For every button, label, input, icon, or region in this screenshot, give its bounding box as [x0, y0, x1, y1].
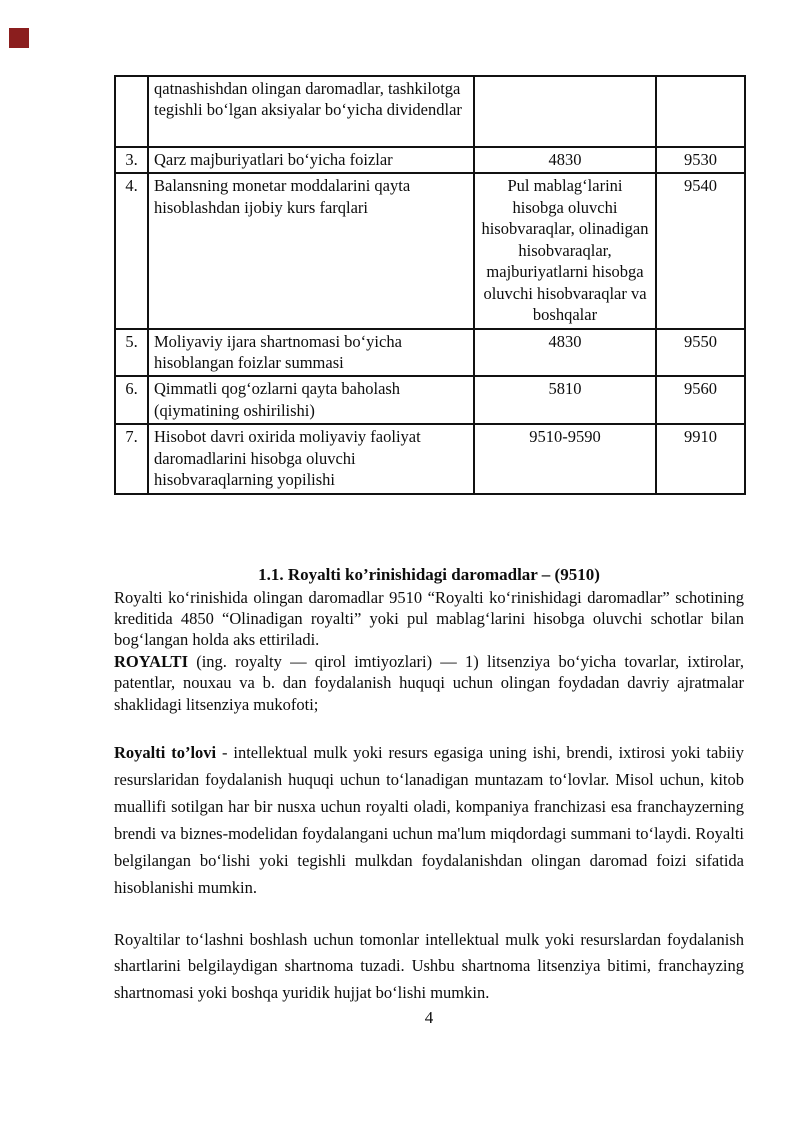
red-stamp-marker — [9, 28, 29, 48]
section-heading: 1.1. Royalti ko’rinishidagi daromadlar – (9510) — [258, 564, 600, 584]
cell-row-number: 5. — [115, 329, 148, 377]
table-row — [115, 329, 745, 377]
paragraph-body-text: (ing. royalty — qirol imtiyozlari) — 1) litsenziya bo‘yicha tovarlar, ixtirolar, patentlar, nouxau va b. dan foydalanish huquqi uchun olingan foydadan davriy ajratmalar shaklidagi litsenziya mukofoti; — [114, 651, 744, 714]
cell-description: Hisobot davri oxirida moliyaviy faoliyat daromadlarini hisobga oluvchi hisobvaraqlarning yopilishi — [148, 424, 474, 493]
cell-description: Balansning monetar moddalarini qayta hisoblashdan ijobiy kurs farqlari — [148, 173, 474, 328]
cell-account — [474, 76, 656, 147]
table-row — [115, 376, 745, 424]
cell-code: 9530 — [656, 147, 745, 173]
cell-description: Moliyaviy ijara shartnomasi bo‘yicha hisoblangan foizlar summasi — [148, 329, 474, 377]
cell-code: 9550 — [656, 329, 745, 377]
cell-row-number: 4. — [115, 173, 148, 328]
cell-description: qatnashishdan olingan daromadlar, tashkilotga tegishli bo‘lgan aksiyalar bo‘yicha dividendlar — [148, 76, 474, 147]
paragraph-lead-royalti: ROYALTI — [114, 651, 188, 671]
cell-row-number: 7. — [115, 424, 148, 493]
cell-code — [656, 76, 745, 147]
paragraph-royalti-shartnoma: Royaltilar to‘lashni boshlash uchun tomonlar intellektual mulk yoki resurslardan foydalanish shartlarini belgilaydigan shartnoma tuzadi. Ushbu shartnoma litsenziya bitimi, franchayzing shartnomasi yoki boshqa yuridik hujjat bo‘lishi mumkin. — [114, 929, 744, 1003]
cell-description: Qimmatli qog‘ozlarni qayta baholash (qiymatining oshirilishi) — [148, 376, 474, 424]
cell-account: 4830 — [474, 147, 656, 173]
table-row — [115, 76, 745, 147]
cell-account: 5810 — [474, 376, 656, 424]
cell-row-number — [115, 76, 148, 147]
cell-account: Pul mablag‘larini hisobga oluvchi hisobvaraqlar, olinadigan hisobvaraqlar, majburiyatlarni hisobga oluvchi hisobvaraqlar va boshqalar — [474, 173, 656, 328]
cell-code: 9560 — [656, 376, 745, 424]
cell-row-number: 6. — [115, 376, 148, 424]
paragraph-royalti-intro: Royalti ko‘rinishida olingan daromadlar 9510 “Royalti ko‘rinishidagi daromadlar” schotining kreditida 4850 “Olinadigan royalti” yoki pul mablag‘larini hisobga oluvchi schotlar bilan bog‘langan holda aks ettiriladi. — [114, 587, 744, 650]
paragraph-lead-royalti-tolovi: Royalti to’lovi — [114, 743, 217, 763]
page-content — [114, 75, 744, 1028]
table-row — [115, 424, 745, 493]
paragraph-body-text: - intellektual mulk yoki resurs egasiga uning ishi, brendi, ixtirosi yoki tabiiy resurslaridan foydalanish huquqi uchun to‘lanadigan muntazam to‘lovlar. Misol uchun, kitob muallifi sotilgan har bir nusxa uchun royalti oladi, kompaniya franchizasi esa franchayzerning brendi va biznes-modelidan foydalangani uchun ma'lum miqdordagi summani to‘laydi. Royalti belgilangan bo‘lishi yoki tegishli mulkdan foydalanishdan olingan daromad foizi sifatida hisoblanishi mumkin. — [114, 743, 744, 897]
table-row — [115, 147, 745, 173]
cell-row-number: 3. — [115, 147, 148, 173]
table-row — [115, 173, 745, 328]
paragraph-royalti-definition — [114, 651, 744, 715]
cell-description: Qarz majburiyatlari bo‘yicha foizlar — [148, 147, 474, 173]
cell-code: 9910 — [656, 424, 745, 493]
accounts-table — [114, 75, 746, 495]
cell-account: 9510-9590 — [474, 424, 656, 493]
page-number: 4 — [424, 1008, 434, 1028]
cell-account: 4830 — [474, 329, 656, 377]
paragraph-royalti-tolovi — [114, 740, 744, 901]
cell-code: 9540 — [656, 173, 745, 328]
